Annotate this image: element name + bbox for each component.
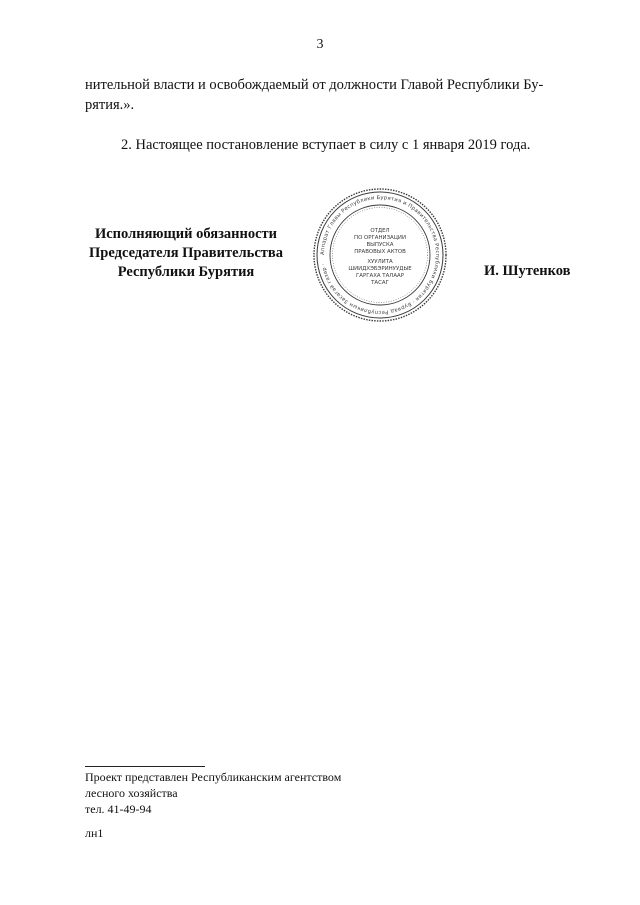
footnote-line-1: Проект представлен Республиканским агентством [85, 770, 342, 784]
signer-title [75, 225, 297, 282]
signer-title-line-2: Председателя Правительства [89, 245, 283, 261]
footnote-line-2: лесного хозяйства [85, 786, 178, 800]
footnote-divider [85, 766, 205, 767]
seal-line-6: ШИИДХЭБЭРИНУУДЫЕ [348, 266, 412, 272]
seal-outer-text: Аппарат Главы Республики Бурятия и Правительства Республики Бурятия · Буряад Республикын Засагай газар · [319, 194, 441, 316]
footnote-code: лн1 [85, 826, 104, 840]
seal-line-1: ОТДЕЛ [370, 228, 390, 234]
seal-line-3: ВЫПУСКА [366, 242, 394, 248]
seal-line-8: ТАСАГ [371, 280, 389, 286]
official-seal [312, 187, 448, 323]
seal-line-2: ПО ОРГАНИЗАЦИИ [354, 235, 406, 241]
effective-date-paragraph: 2. Настоящее постановление вступает в силу с 1 января 2019 года. [121, 137, 531, 153]
signer-name: И. Шутенков [484, 263, 571, 279]
body-text-line-1: нительной власти и освобождаемый от должности Главой Республики Бу- [85, 77, 544, 93]
seal-line-4: ПРАВОВЫХ АКТОВ [354, 249, 406, 255]
page-number: 3 [316, 37, 324, 52]
body-text-line-2: рятия.». [85, 97, 135, 113]
signer-title-line-1: Исполняющий обязанности [94, 226, 278, 242]
seal-line-5: ХУУЛИТА [367, 259, 393, 265]
seal-line-7: ГАРГАХА ТАЛААР [356, 273, 404, 279]
signer-title-line-3: Республики Бурятия [117, 264, 255, 280]
footnote-phone: тел. 41-49-94 [85, 802, 152, 816]
